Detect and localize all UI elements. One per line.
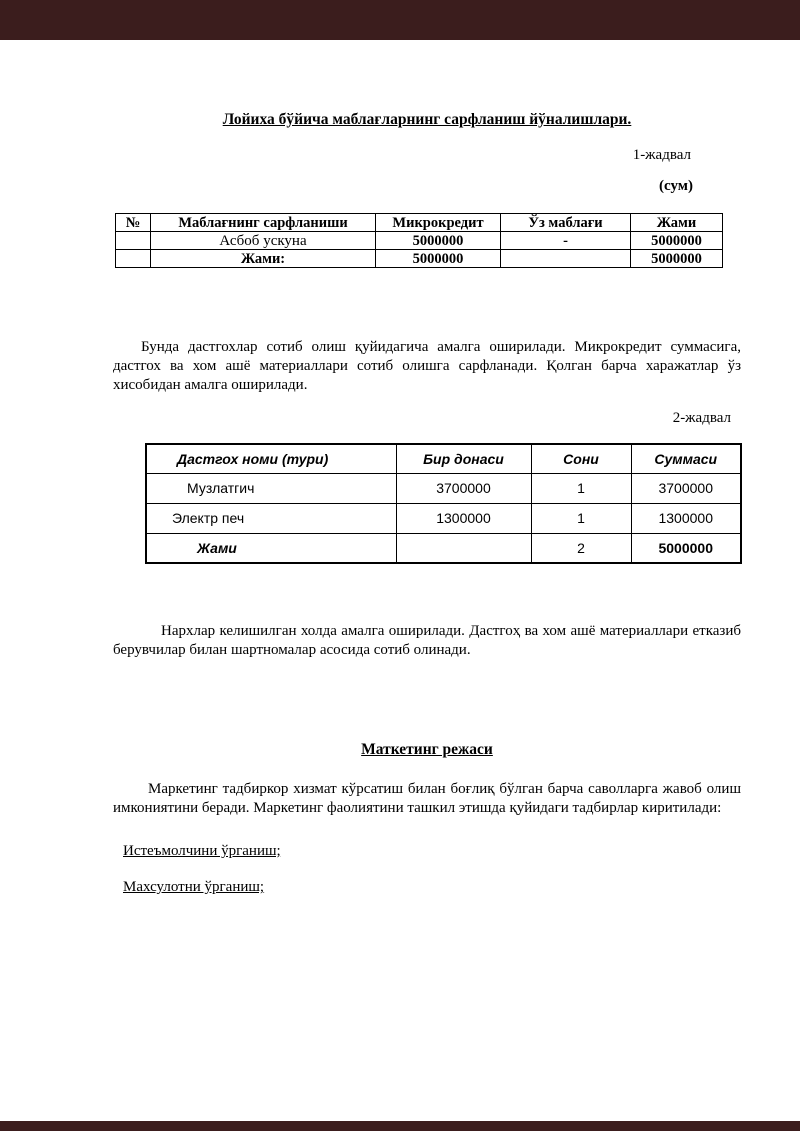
- cell-number: [116, 250, 151, 268]
- marketing-item-product-study: [113, 878, 741, 897]
- marketing-item-label: Махсулотни ўрганиш;: [123, 879, 265, 895]
- document-page: [0, 40, 800, 1121]
- cell-microcredit: 5000000: [376, 232, 501, 250]
- document-content: [113, 110, 741, 897]
- marketing-plan-heading: Маткетинг режаси: [361, 741, 493, 758]
- table-header-row: [146, 444, 741, 473]
- table-header-row: [116, 214, 723, 232]
- cell-unit-price: [396, 533, 531, 563]
- cell-equipment-name: Жами: [146, 533, 396, 563]
- table-row: [116, 232, 723, 250]
- paragraph-purchase-explanation: Бунда дастгохлар сотиб олиш қуйидагича амалга оширилади. Микрокредит суммасига, дастгох ва хом ашё материаллари сотиб олишга сарфланади. Қолган барча харажатлар ўз хисобидан амалга оширилади.: [113, 339, 741, 393]
- column-header-microcredit: Микрокредит: [376, 214, 501, 232]
- cell-unit-price: 3700000: [396, 473, 531, 503]
- column-header-quantity: Сони: [531, 444, 631, 473]
- table-row-total: [146, 533, 741, 563]
- paragraph-marketing-intro: Маркетинг тадбиркор хизмат кўрсатиш билан боғлиқ бўлган барча саволларга жавоб олиш имкониятини беради. Маркетинг фаолиятини ташкил этишда қуйидаги тадбирлар киритилади:: [113, 781, 741, 816]
- table-row-total: [116, 250, 723, 268]
- cell-allocation: Асбоб ускуна: [151, 232, 376, 250]
- cell-sum: 5000000: [631, 533, 741, 563]
- cell-sum: 1300000: [631, 503, 741, 533]
- cell-sum: 3700000: [631, 473, 741, 503]
- currency-unit-label: (сум): [659, 178, 693, 194]
- cell-unit-price: 1300000: [396, 503, 531, 533]
- column-header-total: Жами: [631, 214, 723, 232]
- column-header-unit-price: Бир донаси: [396, 444, 531, 473]
- equipment-table: [145, 443, 742, 564]
- column-header-equipment-name: Дастгох номи (тури): [146, 444, 396, 473]
- column-header-number: №: [116, 214, 151, 232]
- column-header-sum: Суммаси: [631, 444, 741, 473]
- table1-caption: 1-жадвал: [632, 147, 691, 163]
- paragraph-pricing-note: Нархлар келишилган холда амалга оширилади. Дастгоҳ ва хом ашё материаллари етказиб берувчилар билан шартномалар асосида сотиб олинади.: [113, 623, 741, 658]
- cell-total: 5000000: [631, 250, 723, 268]
- cell-quantity: 1: [531, 503, 631, 533]
- table-row: [146, 503, 741, 533]
- cell-quantity: 1: [531, 473, 631, 503]
- table-row: [146, 473, 741, 503]
- page-title: Лойиха бўйича маблағларнинг сарфланиш йўналишлари.: [222, 111, 632, 128]
- cell-number: [116, 232, 151, 250]
- funds-allocation-table: [115, 213, 723, 268]
- cell-own-funds: [501, 250, 631, 268]
- cell-equipment-name: Музлатгич: [146, 473, 396, 503]
- column-header-own-funds: Ўз маблағи: [501, 214, 631, 232]
- cell-own-funds: -: [501, 232, 631, 250]
- marketing-item-consumer-study: [113, 842, 741, 861]
- cell-quantity: 2: [531, 533, 631, 563]
- table2-caption: 2-жадвал: [672, 410, 731, 426]
- cell-microcredit: 5000000: [376, 250, 501, 268]
- cell-allocation: Жами:: [151, 250, 376, 268]
- cell-equipment-name: Электр печ: [146, 503, 396, 533]
- marketing-item-label: Истеъмолчини ўрганиш;: [123, 843, 281, 859]
- cell-total: 5000000: [631, 232, 723, 250]
- column-header-allocation: Маблағнинг сарфланиши: [151, 214, 376, 232]
